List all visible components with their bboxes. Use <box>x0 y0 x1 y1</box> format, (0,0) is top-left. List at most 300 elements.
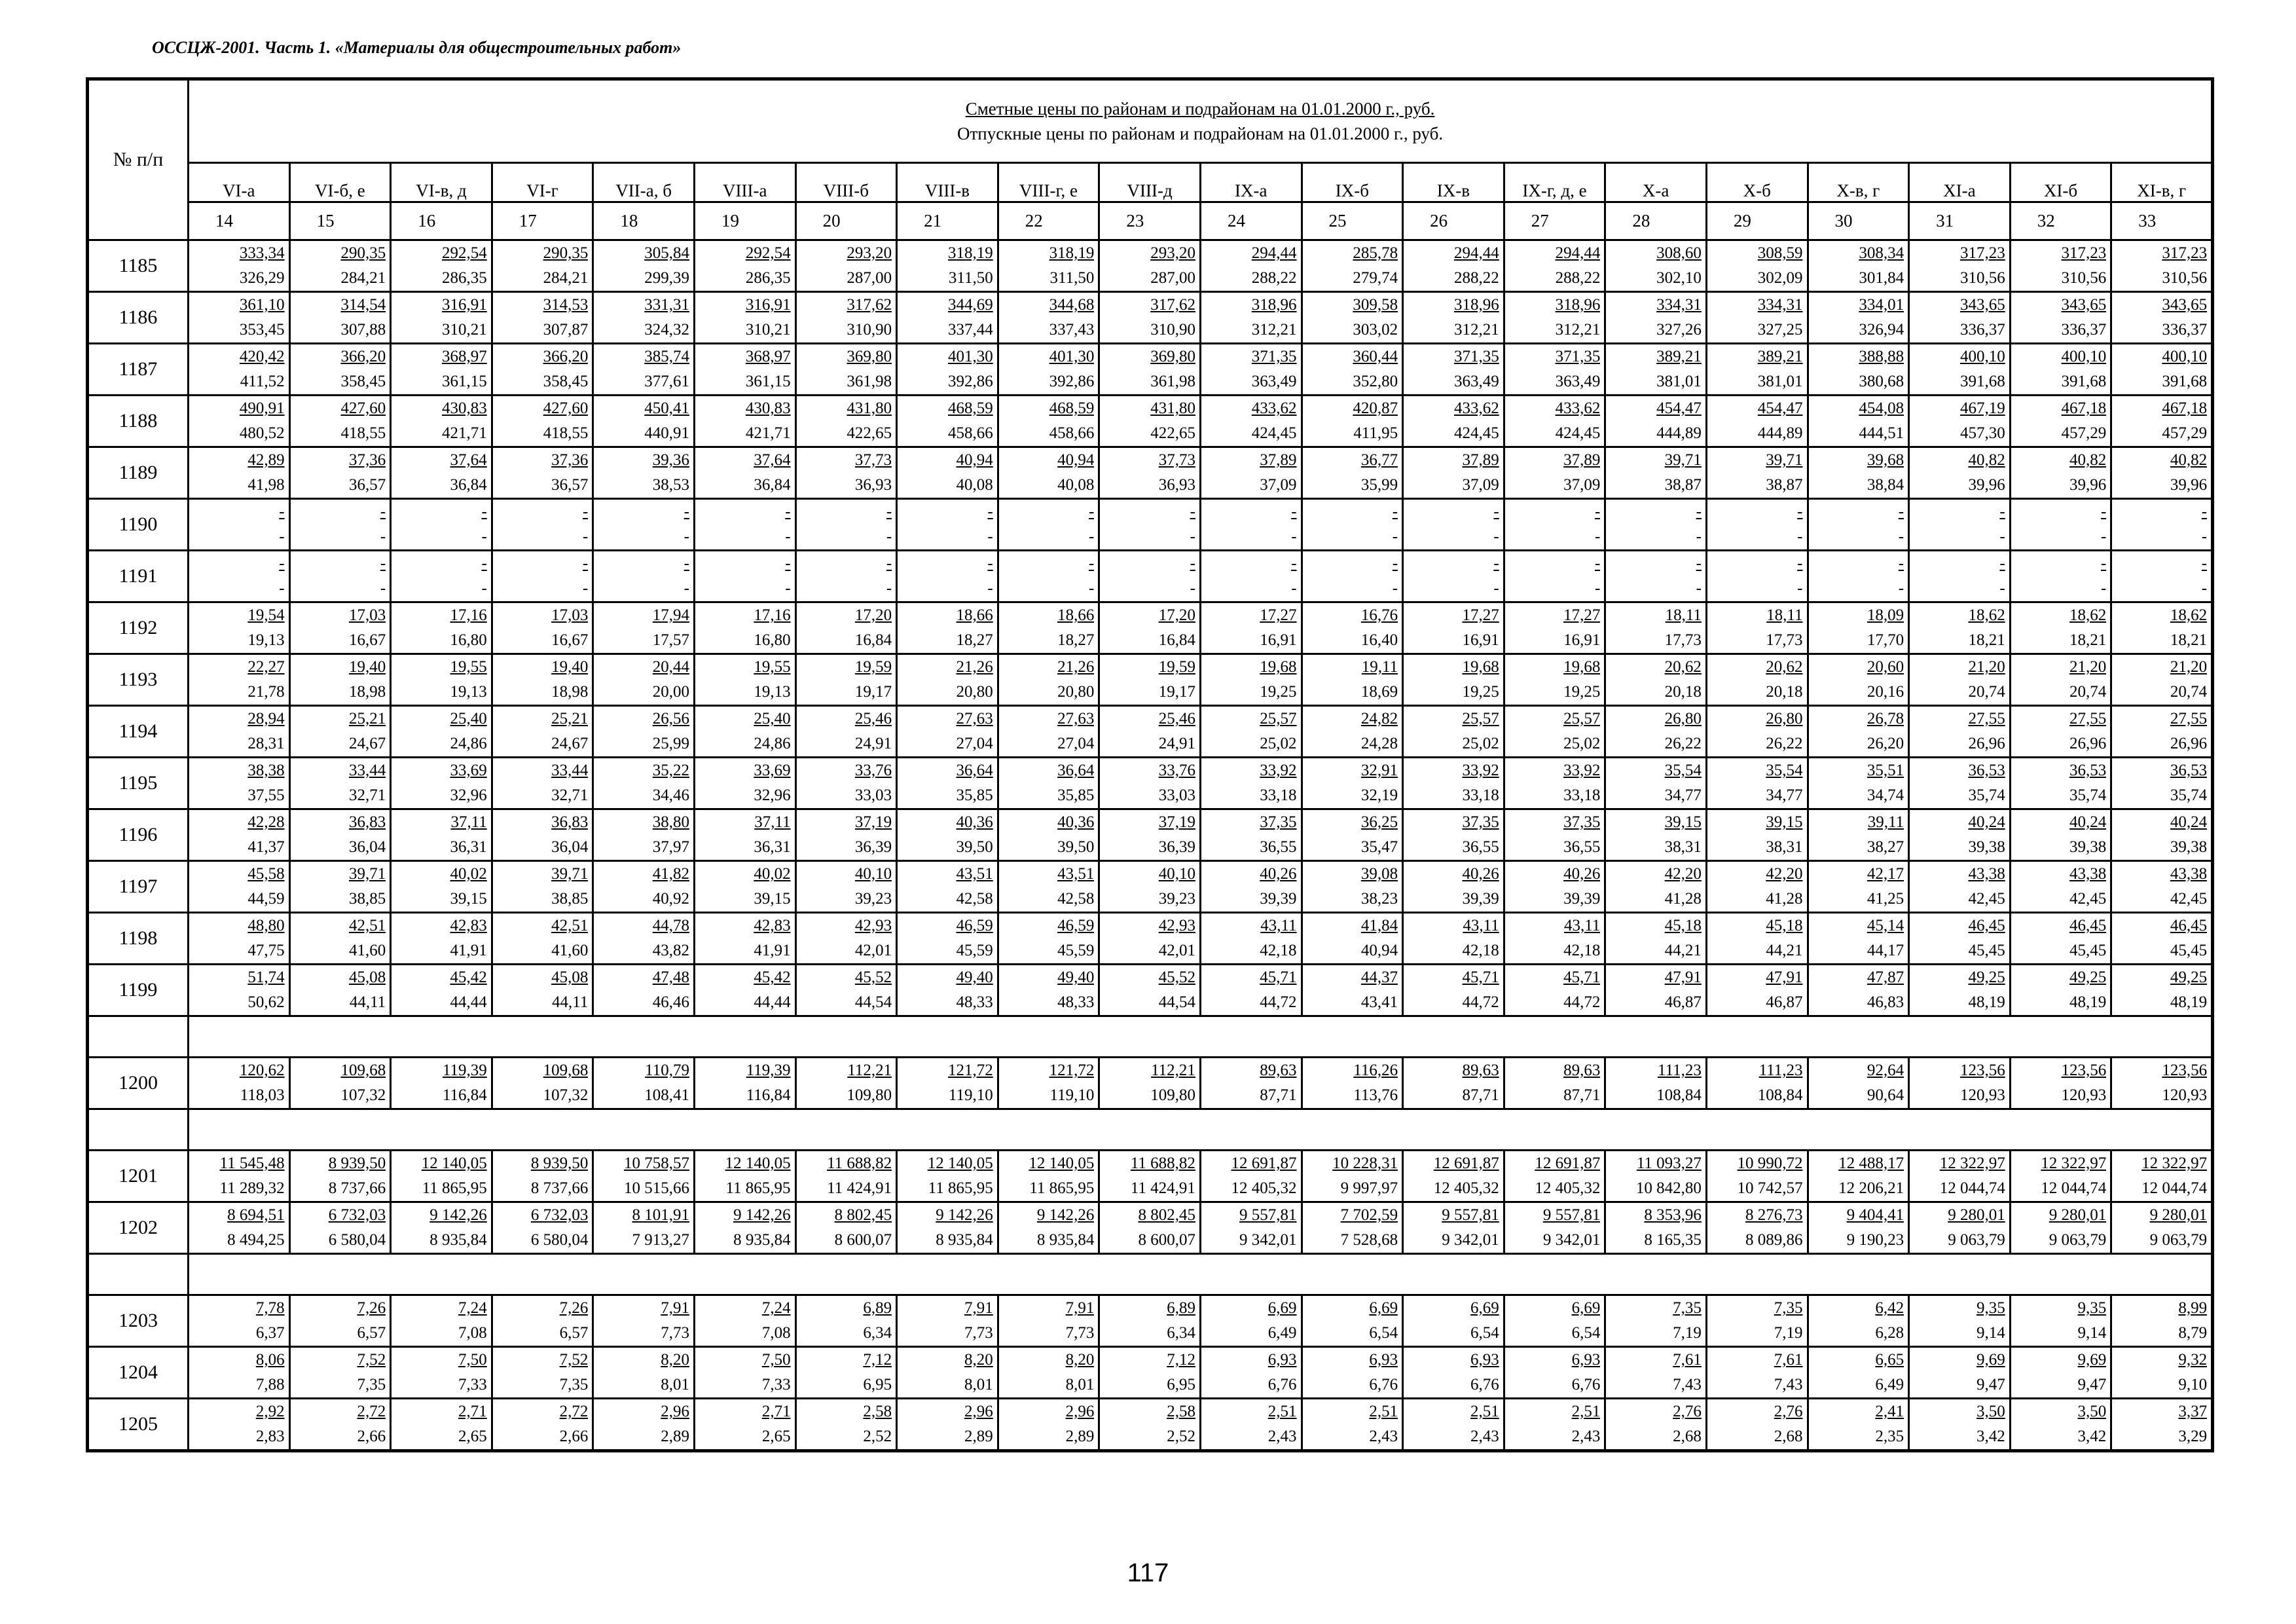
release-price: 12 044,74 <box>2141 1179 2208 1197</box>
release-price: 2,66 <box>559 1428 589 1445</box>
release-price: 34,77 <box>1766 786 1803 804</box>
release-price: - <box>1999 528 2005 545</box>
price-cell <box>391 913 492 965</box>
price-cell <box>593 706 695 758</box>
estimate-price: 49,25 <box>1968 969 2005 986</box>
release-price: 9 063,79 <box>2049 1231 2107 1249</box>
estimate-price: 308,34 <box>1859 244 1904 262</box>
price-cell <box>1909 654 2011 706</box>
release-price: - <box>1594 528 1601 545</box>
estimate-price: 7,35 <box>1774 1299 1803 1317</box>
region-header: IX-а <box>1200 163 1302 202</box>
estimate-price: 401,30 <box>948 348 993 365</box>
release-price: - <box>1797 528 1803 545</box>
table-header-title-row <box>88 79 2213 163</box>
table-row <box>88 1295 2213 1347</box>
release-price: 48,19 <box>1968 993 2005 1011</box>
estimate-price: 454,08 <box>1859 399 1904 417</box>
price-cell <box>189 809 290 861</box>
release-price: 6,57 <box>559 1324 589 1342</box>
estimate-price: - <box>1291 555 1297 572</box>
price-cell <box>897 758 998 809</box>
release-price: 36,55 <box>1563 838 1601 856</box>
estimate-price: 18,62 <box>2069 606 2107 624</box>
price-cell <box>492 1151 593 1202</box>
price-cell <box>1706 551 1808 602</box>
price-cell <box>492 758 593 809</box>
release-price: 16,91 <box>1260 631 1297 649</box>
estimate-price: 49,25 <box>2170 969 2208 986</box>
price-cell <box>593 1295 695 1347</box>
release-price: 337,44 <box>948 321 993 339</box>
estimate-price: 36,25 <box>1360 813 1398 831</box>
estimate-price: 37,73 <box>1158 451 1195 469</box>
price-cell <box>1403 1295 1504 1347</box>
release-price: - <box>1999 580 2005 597</box>
price-cell <box>694 1151 795 1202</box>
estimate-price: 9 557,81 <box>1442 1206 1499 1224</box>
region-header: VIII-д <box>1099 163 1201 202</box>
price-cell <box>1099 1347 1201 1399</box>
price-cell <box>391 240 492 292</box>
price-cell <box>694 758 795 809</box>
release-price: 41,25 <box>1867 890 1904 908</box>
region-header: IX-г, д, е <box>1504 163 1605 202</box>
price-cell <box>189 499 290 551</box>
estimate-price: 18,62 <box>1968 606 2005 624</box>
price-cell <box>391 1399 492 1451</box>
price-cell <box>492 447 593 499</box>
estimate-price: 427,60 <box>543 399 589 417</box>
estimate-price: 111,23 <box>1758 1061 1803 1079</box>
column-number: 29 <box>1706 202 1808 240</box>
price-cell <box>1403 396 1504 447</box>
price-cell <box>2111 292 2213 344</box>
price-cell <box>593 240 695 292</box>
estimate-price: 10 228,31 <box>1332 1154 1398 1172</box>
release-price: 12 206,21 <box>1838 1179 1904 1197</box>
estimate-price: 21,26 <box>956 658 993 676</box>
price-cell <box>1504 809 1605 861</box>
release-price: 36,04 <box>551 838 589 856</box>
estimate-price: 8 353,96 <box>1644 1206 1702 1224</box>
estimate-price: 43,38 <box>1968 865 2005 883</box>
estimate-price: 19,55 <box>450 658 487 676</box>
price-cell <box>2111 913 2213 965</box>
estimate-price: - <box>683 503 689 521</box>
estimate-price: 433,62 <box>1453 399 1499 417</box>
price-cell <box>1099 913 1201 965</box>
price-cell <box>1200 654 1302 706</box>
release-price: 8 089,86 <box>1745 1231 1803 1249</box>
estimate-price: 43,38 <box>2069 865 2107 883</box>
release-price: 286,35 <box>442 269 487 287</box>
price-cell <box>998 447 1099 499</box>
release-price: 20,74 <box>2170 683 2208 701</box>
estimate-price: 292,54 <box>442 244 487 262</box>
estimate-price: 7 702,59 <box>1340 1206 1398 1224</box>
release-price: 39,50 <box>956 838 993 856</box>
price-cell <box>492 861 593 913</box>
price-cell <box>492 1399 593 1451</box>
estimate-price: 317,23 <box>2061 244 2107 262</box>
release-price: 8 737,66 <box>530 1179 589 1197</box>
release-price: 421,71 <box>442 424 487 442</box>
release-price: 108,84 <box>1656 1086 1702 1104</box>
release-price: 8,01 <box>1065 1376 1095 1393</box>
price-cell <box>2111 396 2213 447</box>
estimate-price: 454,47 <box>1757 399 1803 417</box>
release-price: 39,96 <box>2170 476 2208 494</box>
release-price: - <box>2100 528 2107 545</box>
estimate-price: 6,69 <box>1369 1299 1398 1317</box>
estimate-price: 45,14 <box>1867 917 1904 934</box>
release-price: 20,74 <box>1968 683 2005 701</box>
estimate-price: 45,52 <box>854 969 892 986</box>
release-price: 9 997,97 <box>1340 1179 1398 1197</box>
price-cell <box>492 240 593 292</box>
release-price: 25,02 <box>1563 735 1601 752</box>
estimate-price: 7,12 <box>1167 1351 1195 1369</box>
row-number: 1193 <box>88 654 189 706</box>
price-cell <box>795 965 897 1016</box>
estimate-price: - <box>2201 555 2208 572</box>
price-cell <box>391 706 492 758</box>
estimate-price: 39,36 <box>652 451 689 469</box>
release-price: 34,46 <box>652 786 689 804</box>
release-price: 48,33 <box>956 993 993 1011</box>
price-cell <box>593 965 695 1016</box>
release-price: 25,02 <box>1462 735 1499 752</box>
release-price: 457,30 <box>1959 424 2005 442</box>
release-price: 2,52 <box>863 1428 892 1445</box>
column-number: 17 <box>492 202 593 240</box>
price-cell <box>1504 344 1605 396</box>
price-cell <box>289 1058 391 1109</box>
release-price: 457,29 <box>2162 424 2208 442</box>
estimate-price: 40,36 <box>1057 813 1095 831</box>
column-number: 21 <box>897 202 998 240</box>
estimate-price: 44,78 <box>652 917 689 934</box>
estimate-price: 7,61 <box>1673 1351 1702 1369</box>
estimate-price: - <box>683 555 689 572</box>
price-cell <box>1302 1058 1403 1109</box>
release-price: 18,69 <box>1360 683 1398 701</box>
price-cell <box>289 292 391 344</box>
estimate-price: 318,96 <box>1555 296 1601 314</box>
release-price: 363,49 <box>1453 373 1499 390</box>
estimate-price: 38,38 <box>247 762 285 779</box>
price-cell <box>189 1058 290 1109</box>
release-price: 6,54 <box>1470 1324 1499 1342</box>
price-cell <box>2111 758 2213 809</box>
estimate-price: 21,20 <box>1968 658 2005 676</box>
price-cell <box>897 602 998 654</box>
release-price: 108,41 <box>644 1086 689 1104</box>
price-cell <box>2010 1202 2111 1254</box>
price-cell <box>2010 396 2111 447</box>
release-price: - <box>886 580 892 597</box>
price-cell <box>1605 240 1707 292</box>
estimate-price: 292,54 <box>745 244 791 262</box>
price-cell <box>795 499 897 551</box>
estimate-price: 9,69 <box>1976 1351 2005 1369</box>
release-price: - <box>785 580 791 597</box>
release-price: 19,25 <box>1260 683 1297 701</box>
price-cell <box>289 1399 391 1451</box>
price-cell <box>593 602 695 654</box>
estimate-price: 454,47 <box>1656 399 1702 417</box>
price-cell <box>1403 344 1504 396</box>
table-row <box>88 861 2213 913</box>
estimate-price: - <box>1190 555 1195 572</box>
release-price: 44,72 <box>1260 993 1297 1011</box>
estimate-price: 37,89 <box>1563 451 1601 469</box>
estimate-price: 467,19 <box>1959 399 2005 417</box>
row-number: 1191 <box>88 551 189 602</box>
price-cell <box>795 706 897 758</box>
column-number: 20 <box>795 202 897 240</box>
release-price: 37,09 <box>1260 476 1297 494</box>
estimate-price: 42,83 <box>450 917 487 934</box>
price-cell <box>492 1058 593 1109</box>
release-price: 42,01 <box>1158 942 1195 959</box>
release-price: - <box>1594 580 1601 597</box>
estimate-price: 450,41 <box>644 399 689 417</box>
estimate-price: 9 404,41 <box>1846 1206 1904 1224</box>
table-title-release: Отпускные цены по районам и подрайонам на 01.01.2000 г., руб. <box>957 124 1444 143</box>
estimate-price: 42,51 <box>551 917 589 934</box>
estimate-price: 112,21 <box>847 1061 892 1079</box>
estimate-price: 9 142,26 <box>733 1206 791 1224</box>
release-price: 9 063,79 <box>2149 1231 2208 1249</box>
estimate-price: 25,46 <box>1158 710 1195 728</box>
release-price: 44,11 <box>552 993 589 1011</box>
release-price: 38,85 <box>551 890 589 908</box>
release-price: 26,96 <box>1968 735 2005 752</box>
price-cell <box>593 1151 695 1202</box>
estimate-price: - <box>2201 503 2208 521</box>
price-cell <box>897 1151 998 1202</box>
price-cell <box>2111 344 2213 396</box>
release-price: 90,64 <box>1867 1086 1904 1104</box>
price-cell <box>2111 861 2213 913</box>
price-cell <box>1605 965 1707 1016</box>
price-cell <box>1605 292 1707 344</box>
estimate-price: 317,62 <box>847 296 892 314</box>
estimate-price: - <box>987 503 993 521</box>
price-cell <box>492 396 593 447</box>
estimate-price: 45,71 <box>1462 969 1499 986</box>
release-price: 45,45 <box>1968 942 2005 959</box>
release-price: 39,39 <box>1260 890 1297 908</box>
column-number: 31 <box>1909 202 2011 240</box>
estimate-price: 36,64 <box>1057 762 1095 779</box>
estimate-price: 361,10 <box>239 296 285 314</box>
price-cell <box>2010 965 2111 1016</box>
release-price: 39,15 <box>450 890 487 908</box>
release-price: 358,45 <box>340 373 386 390</box>
price-cell <box>795 1058 897 1109</box>
table-row <box>88 602 2213 654</box>
estimate-price: 9,35 <box>2077 1299 2107 1317</box>
release-price: 27,04 <box>956 735 993 752</box>
price-cell <box>1403 1202 1504 1254</box>
price-cell <box>289 1295 391 1347</box>
estimate-price: 42,51 <box>348 917 386 934</box>
price-cell <box>1099 551 1201 602</box>
price-cell <box>1302 1399 1403 1451</box>
release-price: 287,00 <box>1150 269 1195 287</box>
price-cell <box>2111 965 2213 1016</box>
estimate-price: 17,03 <box>551 606 589 624</box>
estimate-price: 46,59 <box>1057 917 1095 934</box>
estimate-price: 371,35 <box>1453 348 1499 365</box>
estimate-price: 25,57 <box>1563 710 1601 728</box>
estimate-price: 40,94 <box>956 451 993 469</box>
release-price: 381,01 <box>1656 373 1702 390</box>
release-price: 41,91 <box>450 942 487 959</box>
release-price: 8 165,35 <box>1644 1231 1702 1249</box>
price-cell <box>1808 344 1909 396</box>
release-price: 303,02 <box>1353 321 1398 339</box>
price-cell <box>391 602 492 654</box>
release-price: 32,96 <box>754 786 791 804</box>
price-cell <box>1403 447 1504 499</box>
release-price: - <box>1089 528 1095 545</box>
release-price: 312,21 <box>1555 321 1601 339</box>
price-cell <box>1706 1399 1808 1451</box>
price-cell <box>1302 551 1403 602</box>
estimate-price: 37,11 <box>754 813 791 831</box>
release-price: 352,80 <box>1353 373 1398 390</box>
estimate-price: - <box>1291 503 1297 521</box>
release-price: 6,95 <box>863 1376 892 1393</box>
estimate-price: 6,93 <box>1571 1351 1601 1369</box>
estimate-price: 27,63 <box>956 710 993 728</box>
estimate-price: 431,80 <box>847 399 892 417</box>
release-price: 6,57 <box>357 1324 386 1342</box>
estimate-price: 37,19 <box>1158 813 1195 831</box>
price-cell <box>1909 344 2011 396</box>
release-price: 25,02 <box>1260 735 1297 752</box>
release-price: 40,92 <box>652 890 689 908</box>
estimate-price: 294,44 <box>1555 244 1601 262</box>
release-price: 9 190,23 <box>1846 1231 1904 1249</box>
price-cell <box>2111 551 2213 602</box>
release-price: 120,93 <box>2162 1086 2208 1104</box>
price-cell <box>289 447 391 499</box>
table-row <box>88 654 2213 706</box>
price-cell <box>1605 499 1707 551</box>
price-cell <box>1909 240 2011 292</box>
estimate-price: 40,26 <box>1563 865 1601 883</box>
table-row <box>88 758 2213 809</box>
release-price: 32,19 <box>1360 786 1398 804</box>
estimate-price: 21,20 <box>2069 658 2107 676</box>
region-header-row <box>88 163 2213 202</box>
price-cell <box>897 809 998 861</box>
region-header: VI-г <box>492 163 593 202</box>
region-header: IX-б <box>1302 163 1403 202</box>
release-price: 24,91 <box>854 735 892 752</box>
price-cell <box>1403 758 1504 809</box>
estimate-price: 294,44 <box>1251 244 1297 262</box>
release-price: 20,80 <box>956 683 993 701</box>
separator-cell <box>88 1109 189 1151</box>
release-price: 8 600,07 <box>834 1231 892 1249</box>
estimate-price: - <box>1089 555 1095 572</box>
estimate-price: 8,06 <box>255 1351 285 1369</box>
price-cell <box>998 861 1099 913</box>
estimate-price: 294,44 <box>1453 244 1499 262</box>
price-cell <box>795 758 897 809</box>
release-price: 6 580,04 <box>328 1231 386 1249</box>
release-price: 107,32 <box>340 1086 386 1104</box>
estimate-price: 26,78 <box>1867 710 1904 728</box>
estimate-price: - <box>380 555 386 572</box>
release-price: - <box>1797 580 1803 597</box>
release-price: 12 405,32 <box>1231 1179 1297 1197</box>
price-cell <box>1403 1347 1504 1399</box>
release-price: 3,42 <box>2077 1428 2107 1445</box>
release-price: 16,80 <box>754 631 791 649</box>
price-cell <box>593 292 695 344</box>
price-cell <box>289 913 391 965</box>
estimate-price: - <box>1392 503 1398 521</box>
release-price: 6,49 <box>1875 1376 1904 1393</box>
price-cell <box>189 1202 290 1254</box>
estimate-price: 9 280,01 <box>1948 1206 2005 1224</box>
release-price: 35,85 <box>1057 786 1095 804</box>
estimate-price: 401,30 <box>1049 348 1095 365</box>
price-cell <box>795 1151 897 1202</box>
release-price: 39,50 <box>1057 838 1095 856</box>
estimate-price: 43,51 <box>1057 865 1095 883</box>
estimate-price: 35,22 <box>652 762 689 779</box>
release-price: 9,47 <box>2077 1376 2107 1393</box>
estimate-price: 9 142,26 <box>429 1206 487 1224</box>
release-price: 421,71 <box>745 424 791 442</box>
estimate-price: - <box>279 555 285 572</box>
estimate-price: 33,44 <box>551 762 589 779</box>
release-price: 302,09 <box>1757 269 1803 287</box>
table-row <box>88 706 2213 758</box>
estimate-price: 490,91 <box>239 399 285 417</box>
region-header: IX-в <box>1403 163 1504 202</box>
price-cell <box>1302 758 1403 809</box>
price-cell <box>391 965 492 1016</box>
estimate-price: 9,35 <box>1976 1299 2005 1317</box>
release-price: 16,84 <box>854 631 892 649</box>
release-price: 35,99 <box>1360 476 1398 494</box>
estimate-price: 3,50 <box>1976 1403 2005 1420</box>
estimate-price: - <box>481 503 487 521</box>
price-cell <box>1200 965 1302 1016</box>
price-cell <box>998 551 1099 602</box>
estimate-price: 44,37 <box>1360 969 1398 986</box>
price-cell <box>1808 447 1909 499</box>
estimate-price: 343,65 <box>2162 296 2208 314</box>
estimate-price: 467,18 <box>2061 399 2107 417</box>
table-row <box>88 913 2213 965</box>
estimate-price: 9 280,01 <box>2149 1206 2208 1224</box>
release-price: 2,43 <box>1369 1428 1398 1445</box>
release-price: - <box>1898 580 1904 597</box>
estimate-price: 19,40 <box>551 658 589 676</box>
price-cell <box>1706 447 1808 499</box>
price-cell <box>1909 396 2011 447</box>
